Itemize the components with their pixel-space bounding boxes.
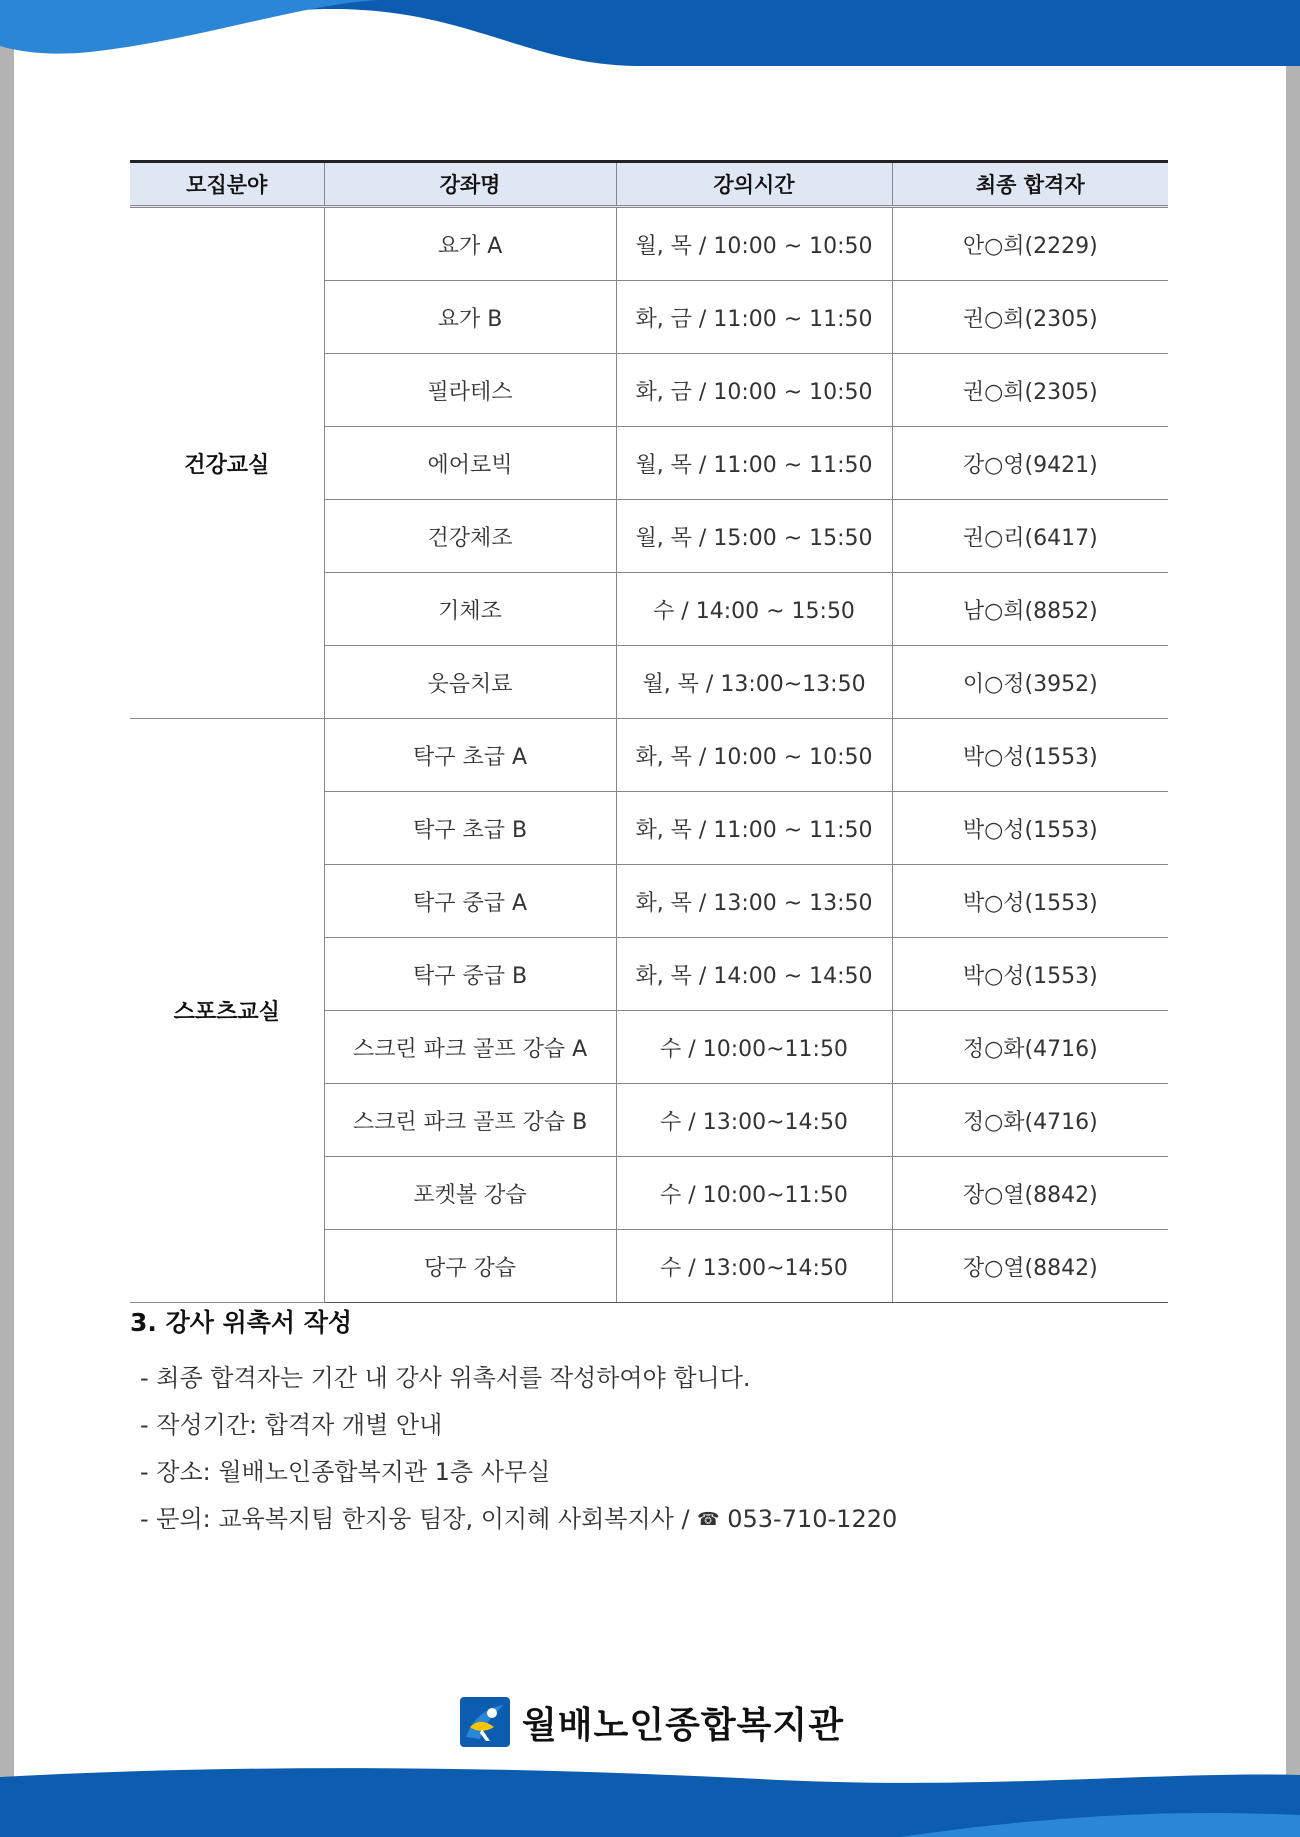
lecture-time: 수 / 10:00~11:50	[616, 1011, 892, 1084]
final-winner: 정○화(4716)	[892, 1011, 1168, 1084]
bullet-item: - 작성기간: 합격자 개별 안내	[140, 1411, 443, 1439]
bullet-item: - 최종 합격자는 기간 내 강사 위촉서를 작성하여야 합니다.	[140, 1364, 751, 1392]
bottom-wave-decoration	[0, 1757, 1300, 1837]
final-winner: 박○성(1553)	[892, 865, 1168, 938]
final-winner: 정○화(4716)	[892, 1084, 1168, 1157]
lecture-time: 월, 목 / 11:00 ~ 11:50	[616, 427, 892, 500]
contact-phone: 053-710-1220	[727, 1505, 898, 1533]
course-name: 웃음치료	[324, 646, 616, 719]
lecture-time: 화, 목 / 14:00 ~ 14:50	[616, 938, 892, 1011]
contact-prefix: - 문의: 교육복지팀 한지웅 팀장, 이지혜 사회복지사 /	[140, 1505, 698, 1533]
lecture-time: 화, 목 / 10:00 ~ 10:50	[616, 719, 892, 792]
contact-line	[130, 1496, 1170, 1543]
course-name: 스크린 파크 골프 강습 A	[324, 1011, 616, 1084]
category-health: 건강교실	[130, 207, 324, 719]
course-name: 요가 B	[324, 281, 616, 354]
bullet-item: - 장소: 월배노인종합복지관 1층 사무실	[140, 1458, 551, 1486]
course-name: 스크린 파크 골프 강습 B	[324, 1084, 616, 1157]
footer-logo	[460, 1695, 844, 1749]
lecture-time: 화, 금 / 10:00 ~ 10:50	[616, 354, 892, 427]
org-name: 월배노인종합복지관	[522, 1704, 844, 1746]
final-winner: 장○열(8842)	[892, 1157, 1168, 1230]
lecture-time: 화, 금 / 11:00 ~ 11:50	[616, 281, 892, 354]
lecture-time: 화, 목 / 13:00 ~ 13:50	[616, 865, 892, 938]
phone-icon: ☎	[697, 1509, 720, 1530]
table-row	[130, 719, 1168, 792]
final-winner: 박○성(1553)	[892, 719, 1168, 792]
course-name: 탁구 중급 A	[324, 865, 616, 938]
top-wave-decoration	[0, 0, 1300, 80]
lecture-time: 수 / 14:00 ~ 15:50	[616, 573, 892, 646]
header-lecture-time: 강의시간	[616, 162, 892, 207]
course-name: 요가 A	[324, 207, 616, 281]
lecture-time: 월, 목 / 13:00~13:50	[616, 646, 892, 719]
welfare-center-logo-icon	[460, 1697, 510, 1747]
final-winner: 안○희(2229)	[892, 207, 1168, 281]
lecture-time: 월, 목 / 15:00 ~ 15:50	[616, 500, 892, 573]
course-name: 포켓볼 강습	[324, 1157, 616, 1230]
final-winner: 박○성(1553)	[892, 792, 1168, 865]
course-name: 탁구 초급 B	[324, 792, 616, 865]
lecture-time: 수 / 13:00~14:50	[616, 1230, 892, 1303]
instructor-appointment-section	[130, 1305, 1170, 1543]
header-final-winner: 최종 합격자	[892, 162, 1168, 207]
final-winner: 남○희(8852)	[892, 573, 1168, 646]
final-winner: 박○성(1553)	[892, 938, 1168, 1011]
right-border-bar	[1286, 0, 1300, 1837]
final-winner: 강○영(9421)	[892, 427, 1168, 500]
lecture-time: 화, 목 / 11:00 ~ 11:50	[616, 792, 892, 865]
final-winner: 권○희(2305)	[892, 354, 1168, 427]
lecture-time: 월, 목 / 10:00 ~ 10:50	[616, 207, 892, 281]
course-name: 필라테스	[324, 354, 616, 427]
course-name: 건강체조	[324, 500, 616, 573]
course-name: 탁구 초급 A	[324, 719, 616, 792]
table-header-row	[130, 162, 1168, 207]
table-row	[130, 207, 1168, 281]
final-winner: 이○정(3952)	[892, 646, 1168, 719]
final-winner: 권○리(6417)	[892, 500, 1168, 573]
header-category: 모집분야	[130, 162, 324, 207]
final-winner: 권○희(2305)	[892, 281, 1168, 354]
category-sports: 스포츠교실	[130, 719, 324, 1303]
left-border-bar	[0, 0, 14, 1837]
course-name: 기체조	[324, 573, 616, 646]
header-course-name: 강좌명	[324, 162, 616, 207]
course-name: 탁구 중급 B	[324, 938, 616, 1011]
lecture-time: 수 / 10:00~11:50	[616, 1157, 892, 1230]
section-title: 3. 강사 위촉서 작성	[130, 1308, 353, 1337]
final-winner: 장○열(8842)	[892, 1230, 1168, 1303]
course-name: 에어로빅	[324, 427, 616, 500]
lecture-time: 수 / 13:00~14:50	[616, 1084, 892, 1157]
course-name: 당구 강습	[324, 1230, 616, 1303]
course-results-table	[130, 160, 1168, 1303]
